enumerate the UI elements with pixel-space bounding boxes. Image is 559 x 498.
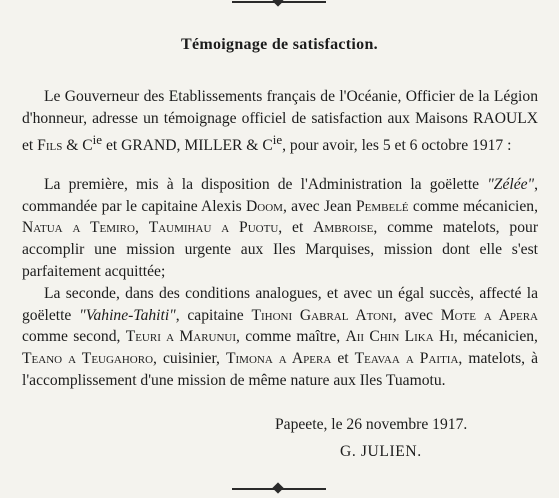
fils-text: Fils: [37, 137, 63, 155]
person-name: Teuri a Marunui: [125, 328, 237, 346]
text-run: La seconde, dans des conditions analogues, et avec un égal succès, affecté la goëlette: [22, 285, 538, 324]
person-name: Timona a Apera: [225, 350, 332, 368]
superscript-ie: ie: [92, 132, 103, 148]
text-run: , mécanicien,: [453, 328, 538, 346]
text-run: comme mécanicien,: [408, 197, 539, 215]
bottom-rule: [232, 488, 326, 490]
signature-place-date: Papeete, le 26 novembre 1917.: [275, 416, 468, 433]
text-run: , comme maître,: [236, 328, 346, 346]
rule-ornament: [272, 482, 283, 493]
person-name: Mote a Apera: [440, 306, 538, 324]
person-name: Ambroise: [313, 219, 374, 237]
grand-miller-text: et GRAND, MILLER & C: [102, 137, 273, 155]
text-run: ,: [134, 219, 149, 237]
rule-ornament: [272, 0, 283, 7]
text-run: , commandée par le capitaine Alexis: [22, 176, 538, 215]
text-run: , avec Jean: [282, 197, 356, 215]
person-name: Natua a Temiro: [22, 219, 135, 237]
text-run: La première, mis à la disposition de l'Administration la goëlette: [44, 176, 488, 193]
paragraph-intro: [22, 86, 538, 157]
intro-text: Le Gouverneur des Etablissements français de l'Océanie, Officier de la Légion d'honneur, adresse un témoignage officiel de satisfaction aux Maisons RAOULX et: [22, 88, 538, 155]
person-name: Pembelé: [355, 197, 409, 215]
intro-rest: , pour avoir, les 5 et 6 octobre 1917 :: [282, 137, 512, 155]
text-run: , cuisinier,: [153, 350, 226, 368]
person-name: Taumihau a Puotu: [148, 219, 279, 237]
text-run: comme second,: [22, 328, 126, 346]
text-run: , et: [278, 219, 314, 237]
ship-name: "Vahine-Tahiti": [79, 306, 176, 324]
text-run: , comme matelots, pour accomplir une mission urgente aux Iles Marquises, mission dont elle s'est parfaitement acquittée;: [22, 219, 539, 280]
person-name: Tihoni Gabral Atoni: [251, 306, 393, 324]
page-title: Témoignage de satisfaction.: [181, 36, 378, 53]
person-name: Doom: [246, 197, 283, 215]
text-run: , avec: [392, 306, 441, 324]
ship-name: "Zélée": [487, 176, 535, 193]
text-run: , matelots, à l'accomplissement d'une mission de même nature aux Iles Tuamotu.: [22, 350, 539, 389]
person-name: Aii Chin Lika Hi: [345, 328, 454, 346]
paragraph-first: [22, 174, 538, 283]
company-suffix: & C: [62, 137, 93, 155]
text-run: et: [331, 350, 355, 368]
person-name: Teavaa a Paitia: [354, 350, 459, 368]
signature-name: G. JULIEN.: [340, 443, 422, 460]
text-run: , capitaine: [175, 306, 252, 324]
superscript-ie: ie: [272, 132, 283, 148]
person-name: Teano a Teugahoro: [22, 350, 154, 368]
top-rule: [232, 1, 326, 3]
paragraph-second: [22, 283, 538, 392]
